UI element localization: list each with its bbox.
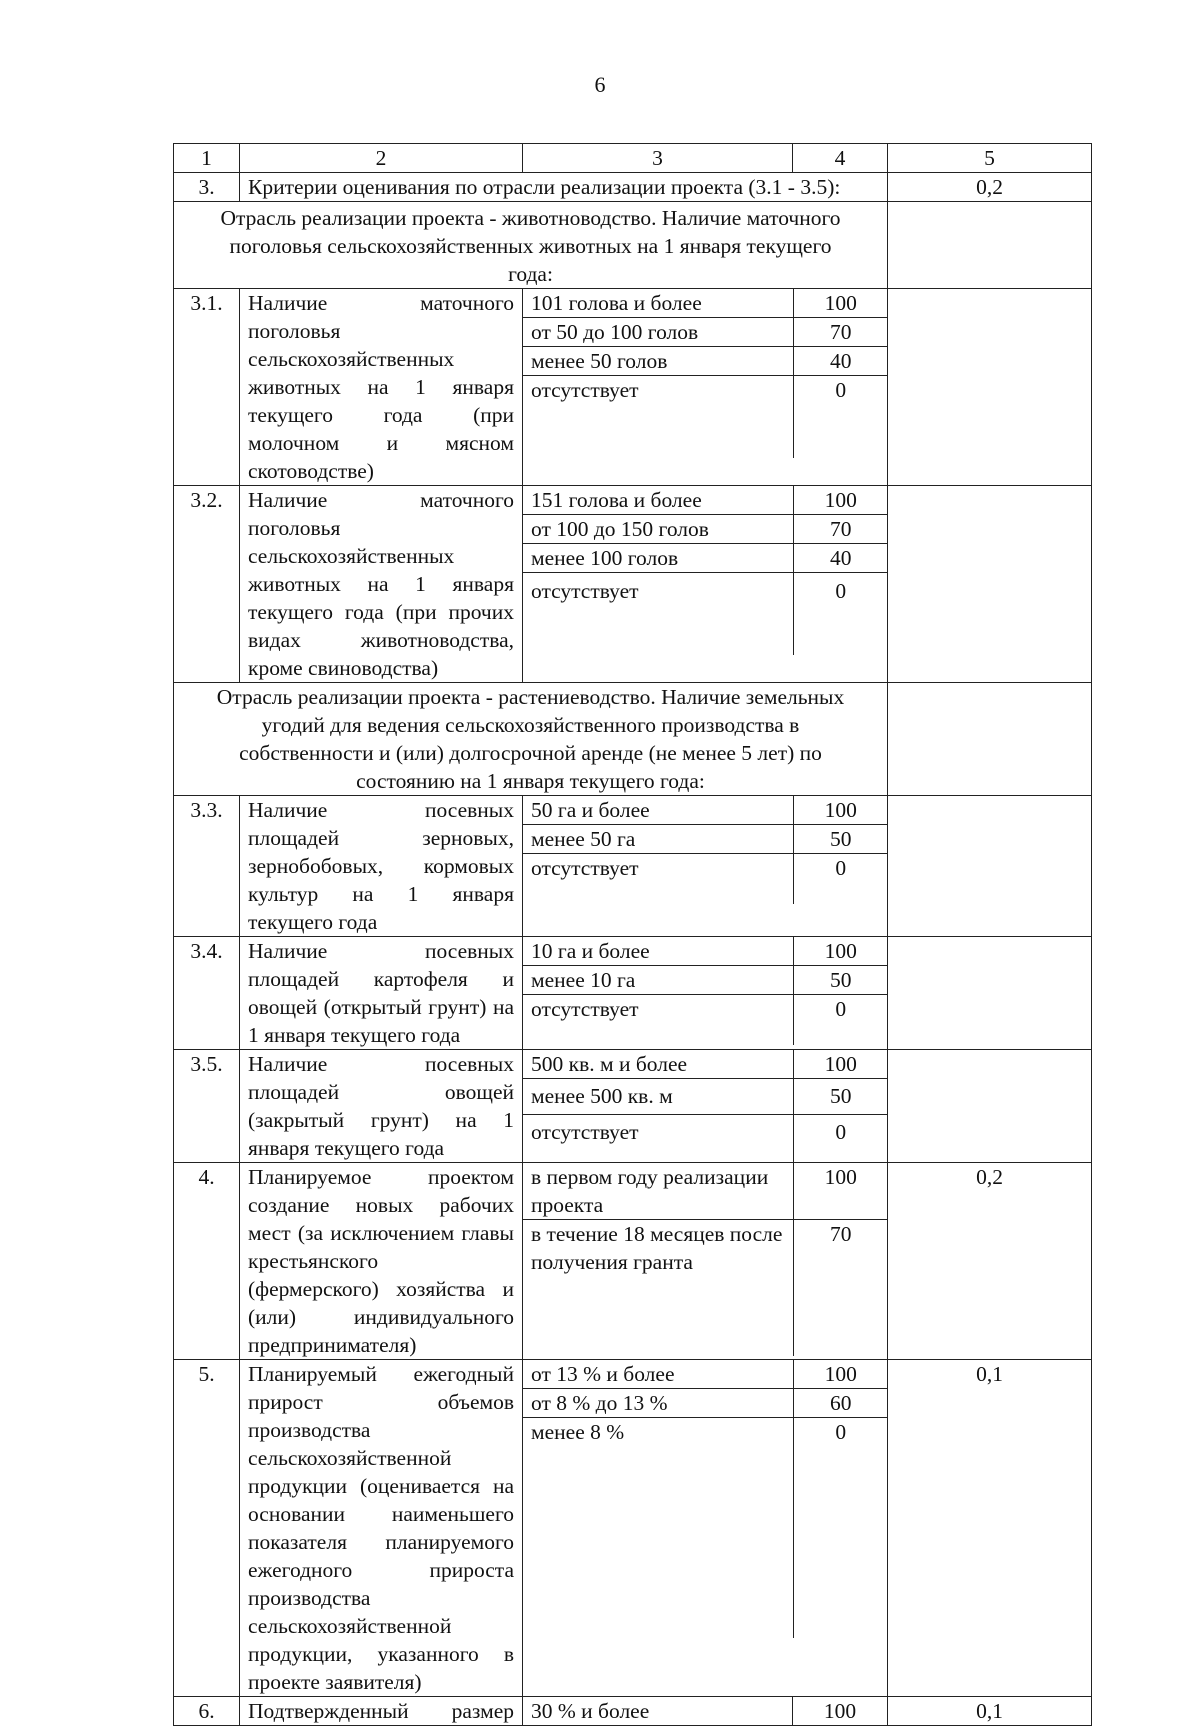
- options-table: [523, 796, 888, 904]
- options-table: [523, 937, 888, 1045]
- option-score: 100: [793, 796, 888, 825]
- option-score: 50: [793, 966, 888, 995]
- options-cell: [523, 1050, 888, 1163]
- page-number: 6: [594, 72, 606, 97]
- option-score: 50: [793, 825, 888, 854]
- header-row: [174, 144, 1092, 173]
- weight-value: 0,1: [888, 1697, 1092, 1726]
- criteria-table: [173, 143, 1092, 1726]
- options-table: [523, 486, 888, 655]
- options-table: [523, 1050, 888, 1162]
- criterion-description: Наличие маточного поголовья сельскохозяйственных животных на 1 января текущего года (при молочном и мясном скотоводстве): [240, 289, 523, 486]
- criterion-description: Наличие посевных площадей картофеля и овощей (открытый грунт) на 1 января текущего года: [240, 937, 523, 1050]
- empty-cell: [888, 1050, 1092, 1163]
- empty-cell: [888, 796, 1092, 937]
- option-label: в первом году реализации проекта: [523, 1163, 793, 1220]
- option-score: 0: [793, 854, 888, 905]
- options-table: [523, 1163, 888, 1356]
- option-label: менее 100 голов: [523, 544, 793, 573]
- option-score: 0: [793, 376, 888, 459]
- row-number: 3.2.: [174, 486, 240, 683]
- header-cell: 1: [174, 144, 240, 173]
- criterion-description: Наличие посевных площадей зерновых, зернобобовых, кормовых культур на 1 января текущего года: [240, 796, 523, 937]
- weight-value: 0,2: [888, 173, 1092, 202]
- criterion-description: Планируемый ежегодный прирост объемов производства сельскохозяйственной продукции (оценивается на основании наименьшего показателя планируемого ежегодного прироста производства сельскохозяйственной продукции, указанного в проекте заявителя): [240, 1360, 523, 1697]
- option-score: 70: [793, 1220, 888, 1357]
- row-number: 3.: [174, 173, 240, 202]
- options-table: [523, 289, 888, 458]
- option-label: от 13 % и более: [523, 1360, 793, 1389]
- header-cell: 3: [523, 144, 793, 173]
- option-score: 60: [793, 1389, 888, 1418]
- option-label: отсутствует: [523, 854, 793, 905]
- option-label: 151 голова и более: [523, 486, 793, 515]
- table-row: [174, 1697, 1092, 1726]
- option-score: 70: [793, 515, 888, 544]
- option-label: 10 га и более: [523, 937, 793, 966]
- option-label: от 100 до 150 голов: [523, 515, 793, 544]
- options-cell: [523, 1163, 888, 1360]
- option-score: 100: [793, 289, 888, 318]
- option-label: 50 га и более: [523, 796, 793, 825]
- option-label: от 50 до 100 голов: [523, 318, 793, 347]
- option-score: 70: [793, 318, 888, 347]
- options-cell: [523, 486, 888, 683]
- header-cell: 5: [888, 144, 1092, 173]
- criteria-3-row: [174, 173, 1092, 202]
- table-row: [174, 289, 1092, 486]
- option-label: отсутствует: [523, 573, 793, 656]
- option-label: менее 50 голов: [523, 347, 793, 376]
- option-score: 100: [793, 1360, 888, 1389]
- option-score: 100: [793, 486, 888, 515]
- options-cell: [523, 937, 888, 1050]
- criterion-description: Планируемое проектом создание новых рабочих мест (за исключением главы крестьянского (фермерского) хозяйства и (или) индивидуального предпринимателя): [240, 1163, 523, 1360]
- section-livestock-row: [174, 202, 1092, 289]
- option-score: 0: [793, 573, 888, 656]
- options-cell: [523, 289, 888, 486]
- option-score: 0: [793, 995, 888, 1046]
- criterion-description: Наличие маточного поголовья сельскохозяйственных животных на 1 января текущего года (при прочих видах животноводства, кроме свиноводства): [240, 486, 523, 683]
- option-label: в течение 18 месяцев после получения гранта: [523, 1220, 793, 1357]
- option-label: 500 кв. м и более: [523, 1050, 793, 1079]
- option-score: 0: [793, 1115, 888, 1163]
- table-row: [174, 1050, 1092, 1163]
- option-label: менее 8 %: [523, 1418, 793, 1639]
- option-score: 100: [793, 937, 888, 966]
- section-crop-row: [174, 683, 1092, 796]
- header-cell: 2: [240, 144, 523, 173]
- empty-cell: [888, 289, 1092, 486]
- option-label: менее 50 га: [523, 825, 793, 854]
- criterion-description: Подтвержденный размер: [240, 1697, 523, 1726]
- option-score: 100: [793, 1050, 888, 1079]
- row-number: 3.1.: [174, 289, 240, 486]
- table-row: [174, 486, 1092, 683]
- empty-cell: [888, 486, 1092, 683]
- option-score: 40: [793, 347, 888, 376]
- row-number: 3.5.: [174, 1050, 240, 1163]
- row-number: 3.4.: [174, 937, 240, 1050]
- row-number: 3.3.: [174, 796, 240, 937]
- option-label: менее 10 га: [523, 966, 793, 995]
- criteria-3-title: Критерии оценивания по отрасли реализации проекта (3.1 - 3.5):: [240, 173, 888, 202]
- table-row: [174, 1163, 1092, 1360]
- options-table: [523, 1360, 888, 1638]
- options-cell: [523, 1360, 888, 1697]
- option-score: 40: [793, 544, 888, 573]
- option-label: 30 % и более: [523, 1697, 793, 1726]
- section-livestock: Отрасль реализации проекта - животноводство. Наличие маточного поголовья сельскохозяйственных животных на 1 января текущего года:: [174, 202, 888, 289]
- empty-cell: [888, 202, 1092, 289]
- option-score: 100: [793, 1163, 888, 1220]
- option-label: от 8 % до 13 %: [523, 1389, 793, 1418]
- header-cell: 4: [793, 144, 888, 173]
- criterion-description: Наличие посевных площадей овощей (закрытый грунт) на 1 января текущего года: [240, 1050, 523, 1163]
- row-number: 4.: [174, 1163, 240, 1360]
- option-label: менее 500 кв. м: [523, 1079, 793, 1115]
- empty-cell: [888, 683, 1092, 796]
- option-score: 100: [793, 1697, 888, 1726]
- table-row: [174, 1360, 1092, 1697]
- option-label: отсутствует: [523, 376, 793, 459]
- options-cell: [523, 796, 888, 937]
- option-score: 50: [793, 1079, 888, 1115]
- table-row: [174, 937, 1092, 1050]
- option-label: отсутствует: [523, 995, 793, 1046]
- row-number: 5.: [174, 1360, 240, 1697]
- section-crop: Отрасль реализации проекта - растениеводство. Наличие земельных угодий для ведения сельскохозяйственного производства в собственности и (или) долгосрочной аренде (не менее 5 лет) по состоянию на 1 января текущего года:: [174, 683, 888, 796]
- table-row: [174, 796, 1092, 937]
- option-label: отсутствует: [523, 1115, 793, 1163]
- option-score: 0: [793, 1418, 888, 1639]
- weight-value: 0,1: [888, 1360, 1092, 1697]
- empty-cell: [888, 937, 1092, 1050]
- row-number: 6.: [174, 1697, 240, 1726]
- option-label: 101 голова и более: [523, 289, 793, 318]
- weight-value: 0,2: [888, 1163, 1092, 1360]
